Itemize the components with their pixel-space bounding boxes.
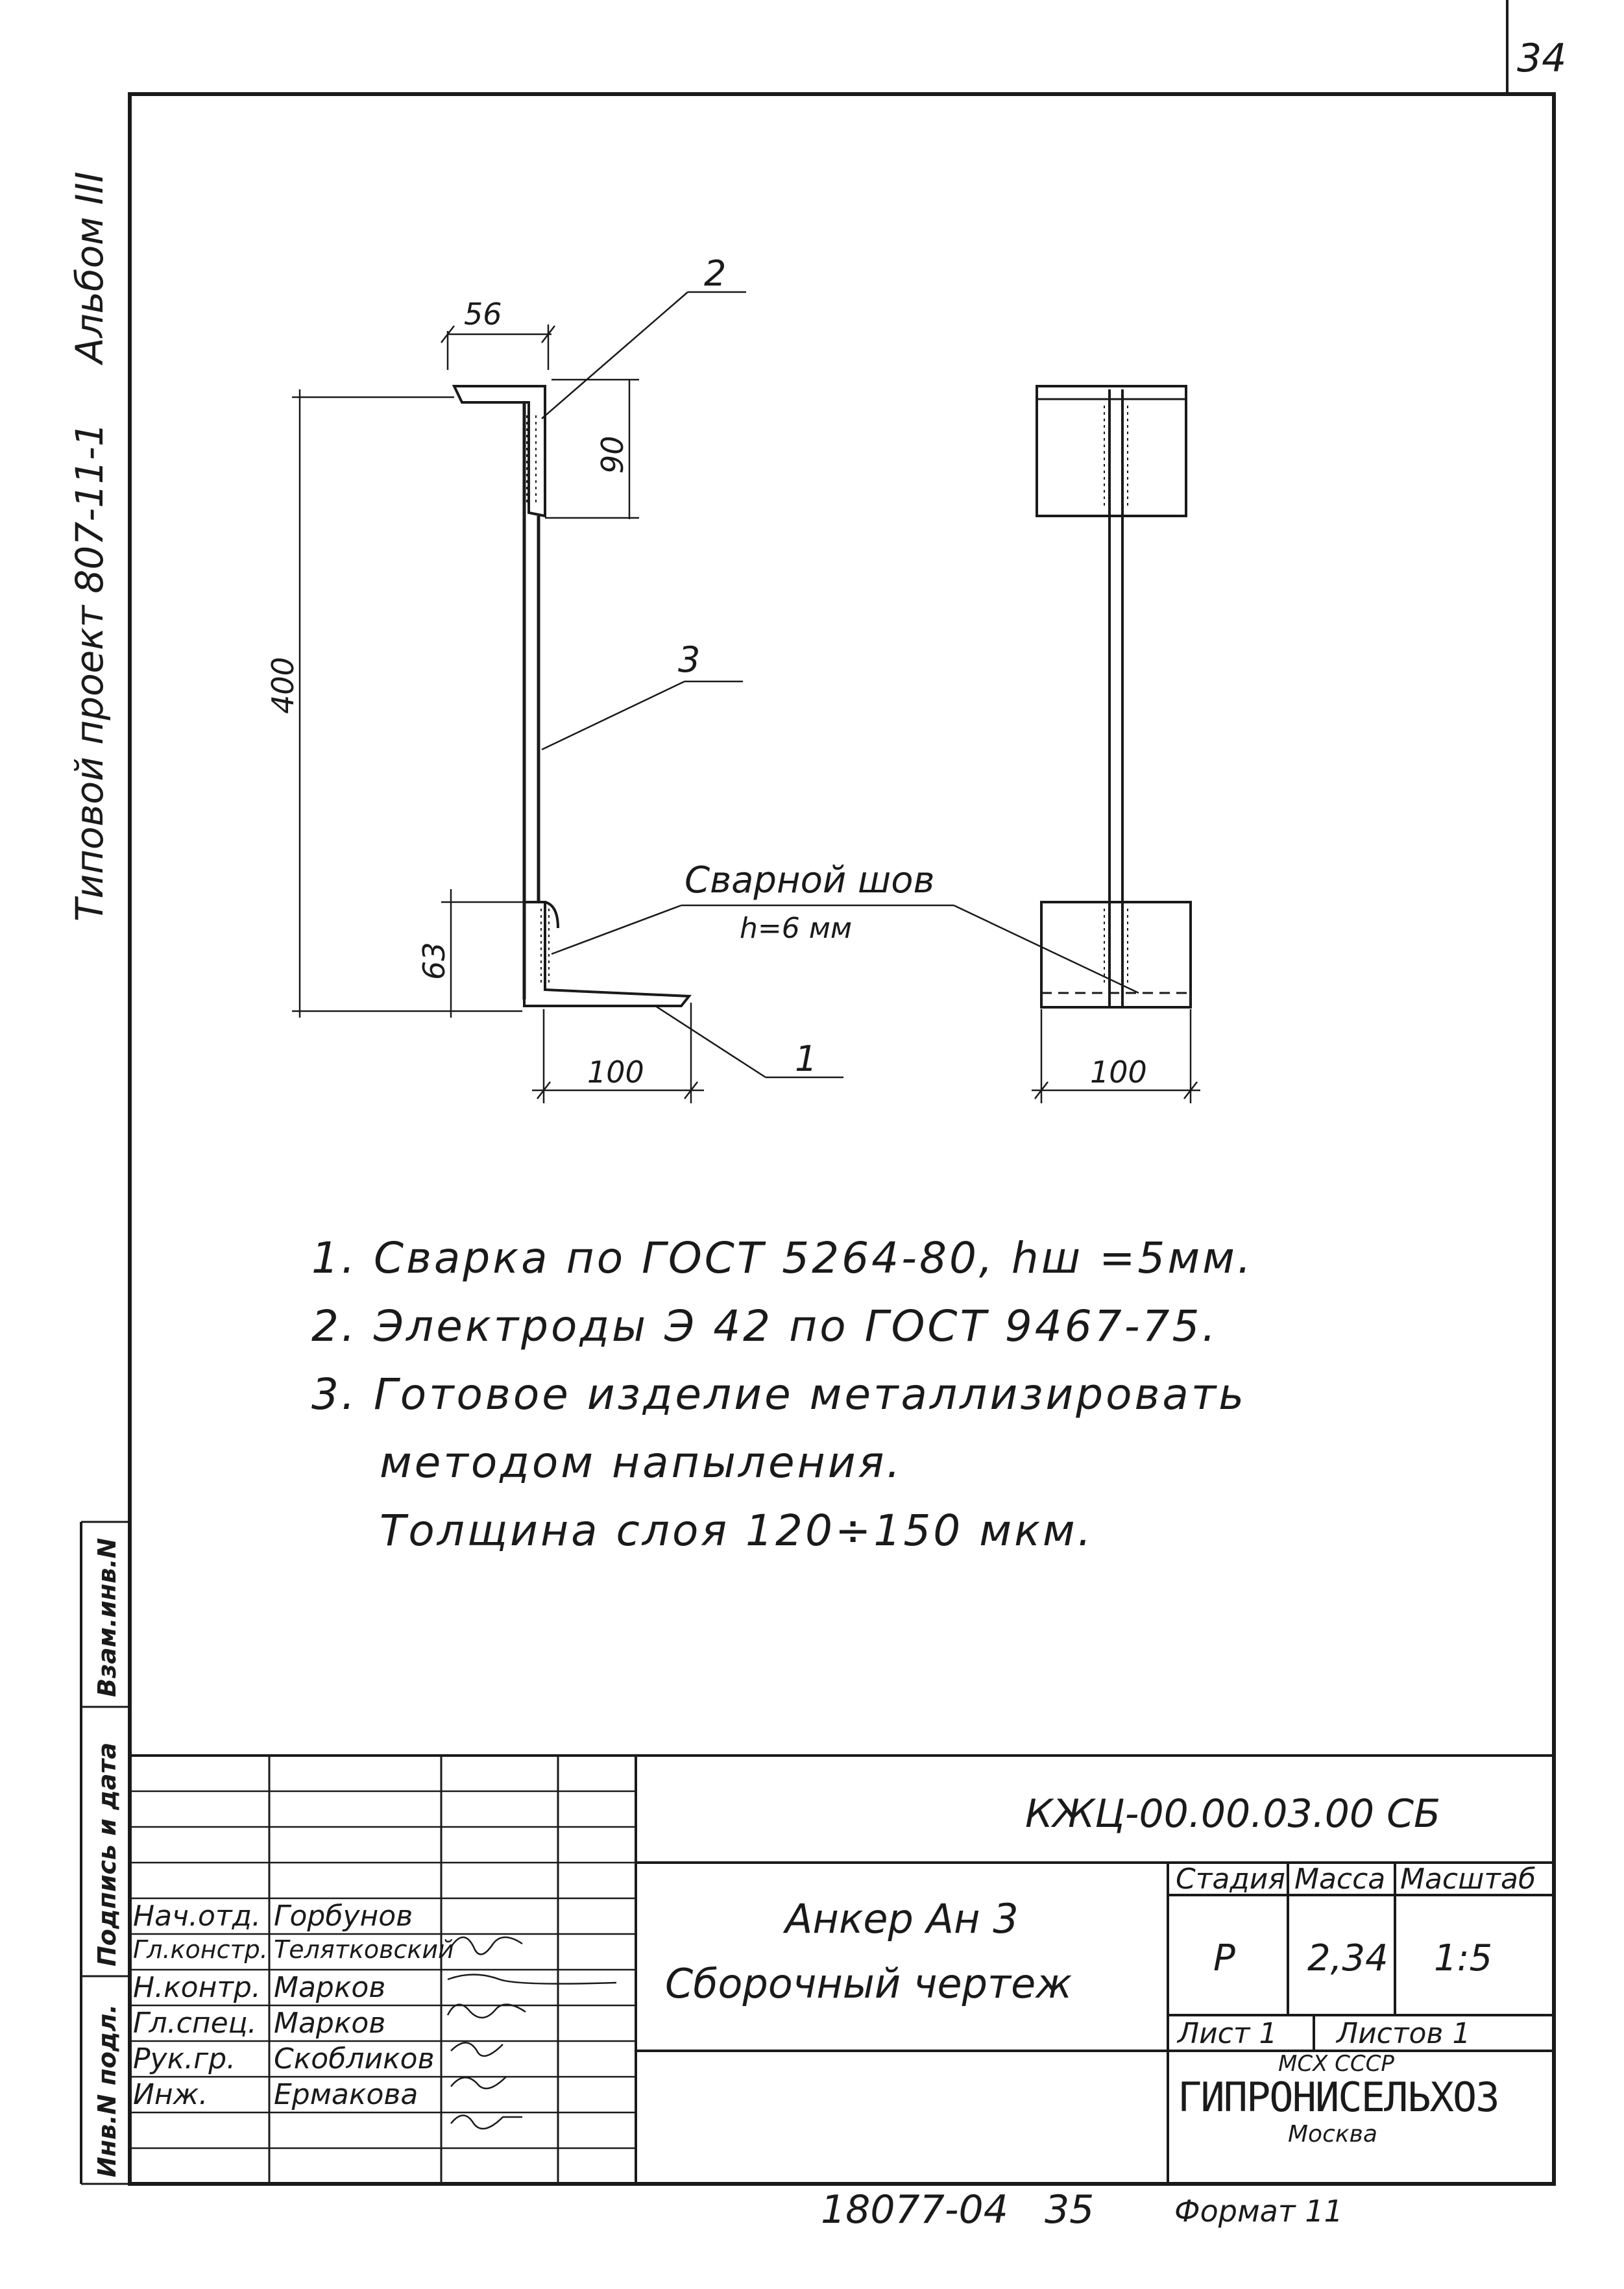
stamp-vzam-inv: Взам.инв.N — [93, 1537, 121, 1697]
archive-number: 18077-04 — [821, 2187, 1008, 2233]
staff-name: Ермакова — [274, 2078, 418, 2111]
scale-header: Масштаб — [1400, 1863, 1536, 1896]
weld-height: h=6 мм — [740, 912, 853, 945]
staff-name: Скобликов — [274, 2042, 435, 2075]
dim-400: 400 — [265, 657, 300, 714]
stamp-signature-date: Подпись и дата — [93, 1742, 121, 1966]
footer-page: 35 — [1045, 2187, 1095, 2233]
stage-value: Р — [1213, 1937, 1235, 1979]
signatures — [448, 1937, 616, 2129]
dim-63: 63 — [417, 942, 452, 980]
note-1: 1. Сварка по ГОСТ 5264-80, hш =5мм. — [311, 1233, 1254, 1283]
mass-value: 2,34 — [1307, 1937, 1388, 1979]
note-3-cont: методом напыления. — [380, 1438, 903, 1487]
sheet-label: Лист 1 — [1178, 2017, 1278, 2050]
callout-3: 3 — [678, 639, 701, 680]
album-title: Альбом III — [67, 171, 112, 363]
stamp-inv-podl: Инв.N подл. — [93, 2004, 121, 2177]
note-3: 3. Готовое изделие металлизировать — [311, 1369, 1247, 1419]
staff-role: Инж. — [133, 2078, 208, 2111]
staff-role: Гл.констр. — [133, 1935, 268, 1964]
side-dimensions — [292, 292, 1139, 1103]
designation: КЖЦ-00.00.03.00 СБ — [1025, 1791, 1441, 1837]
project-title: Типовой проект 807-11-1 — [67, 422, 112, 922]
scale-value: 1:5 — [1434, 1937, 1493, 1979]
org-city: Москва — [1288, 2121, 1377, 2148]
callout-2: 2 — [704, 253, 727, 294]
weld-label: Сварной шов — [685, 859, 935, 901]
note-2: 2. Электроды Э 42 по ГОСТ 9467-75. — [311, 1301, 1218, 1351]
staff-role: Нач.отд. — [133, 1900, 261, 1933]
org-name: ГИПРОНИСЕЛЬХОЗ — [1178, 2074, 1499, 2121]
dim-100-left: 100 — [587, 1055, 644, 1090]
title-name: Анкер Ан 3 — [785, 1895, 1019, 1942]
format-label: Формат 11 — [1174, 2194, 1343, 2229]
dim-100-right: 100 — [1090, 1055, 1147, 1090]
staff-name: Горбунов — [274, 1900, 413, 1933]
staff-name: Телятковский — [274, 1935, 454, 1964]
front-view — [1037, 386, 1191, 1007]
staff-name: Марков — [274, 1971, 386, 2004]
page-number: 34 — [1517, 36, 1567, 81]
note-3-thickness: Толщина слоя 120÷150 мкм. — [380, 1506, 1094, 1556]
org-top: МСХ СССР — [1278, 2051, 1394, 2077]
staff-name: Марков — [274, 2007, 386, 2040]
dim-90: 90 — [595, 435, 630, 474]
staff-role: Рук.гр. — [133, 2042, 236, 2075]
staff-role: Н.контр. — [133, 1971, 261, 2004]
staff-role: Гл.спец. — [133, 2007, 257, 2040]
stage-header: Стадия — [1176, 1863, 1285, 1896]
title-subtitle: Сборочный чертеж — [665, 1960, 1073, 2007]
callout-1: 1 — [795, 1038, 818, 1079]
dim-56: 56 — [464, 297, 502, 332]
mass-header: Масса — [1294, 1863, 1386, 1896]
sheets-label: Листов 1 — [1337, 2017, 1471, 2050]
